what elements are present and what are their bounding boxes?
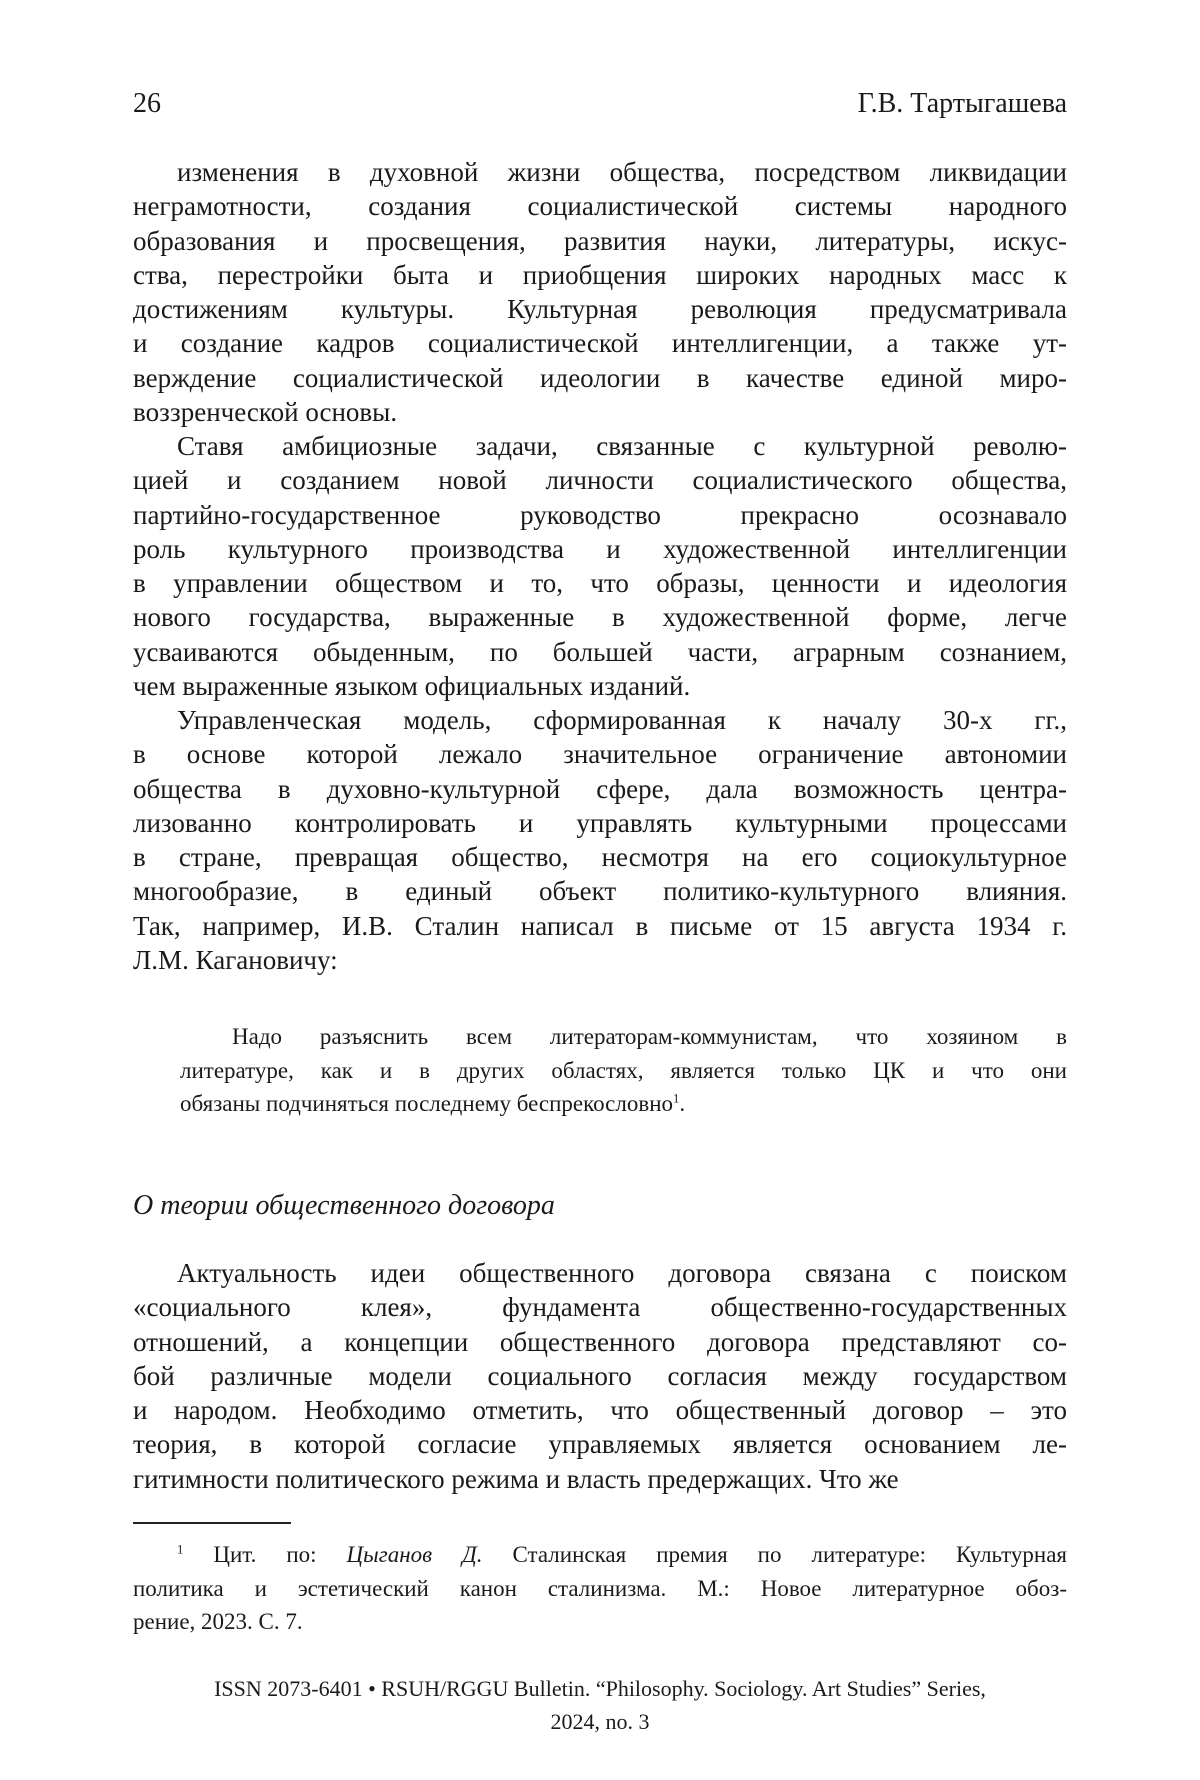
quote-line: Надо разъяснить всем литераторам-коммунистам, что хозяином в: [232, 1024, 1067, 1049]
text-line: в управлении обществом и то, что образы, ценности и идеология: [133, 568, 1067, 599]
quote-line: обязаны подчиняться последнему беспрекословно$^1$.: [180, 1091, 686, 1116]
section-heading: О теории общественного договора: [133, 1190, 555, 1221]
running-header-author: Г.В. Тартыгашева: [857, 88, 1067, 119]
text-line: цией и созданием новой личности социалистического общества,: [133, 465, 1067, 496]
text-line: усваиваются обыденным, по большей части, аграрным сознанием,: [133, 636, 1067, 667]
text-line: и народом. Необходимо отметить, что общественный договор – это: [133, 1395, 1067, 1426]
footnote-ref[interactable]: 1: [673, 1091, 680, 1106]
text-line: «социального клея», фундамента общественно-государственных: [133, 1292, 1067, 1323]
text-line: достижениям культуры. Культурная революция предусматривала: [133, 294, 1067, 325]
paragraph-2: [133, 429, 1067, 703]
journal-footer: ISSN 2073-6401 • RSUH/RGGU Bulletin. “Philosophy. Sociology. Art Studies” Series, 2024, no. 3: [214, 1676, 986, 1734]
paragraph-3: [133, 703, 1067, 977]
text-line: воззренческой основы.: [133, 397, 398, 428]
text-line: роль культурного производства и художественной интеллигенции: [133, 533, 1067, 564]
text-line: в стране, превращая общество, несмотря на его социокультурное: [133, 842, 1067, 873]
page-number: 26: [133, 88, 161, 119]
text-line: гитимности политического режима и власть предержащих. Что же: [133, 1463, 899, 1494]
text-line: и создание кадров социалистической интеллигенции, а также ут-: [133, 328, 1067, 359]
text-line: Ставя амбициозные задачи, связанные с культурной револю-: [177, 431, 1067, 461]
text-line: неграмотности, создания социалистической системы народного: [133, 191, 1067, 222]
text-line: в основе которой лежало значительное ограничение автономии: [133, 739, 1067, 770]
text-line: общества в духовно-культурной сфере, дала возможность центра-: [133, 773, 1067, 804]
block-quote: [180, 1020, 1067, 1121]
paragraph-4: [133, 1256, 1067, 1496]
quote-line: литературе, как и в других областях, является только ЦК и что они: [180, 1057, 1067, 1083]
text-line: образования и просвещения, развития науки, литературы, искус-: [133, 225, 1067, 256]
text-line: теория, в которой согласие управляемых является основанием ле-: [133, 1429, 1067, 1460]
footnote: $^1$ Цит. по: Цыганов Д. Сталинская премия по литературе: Культурная политика и эстетический канон сталинизма. М.: Новое литературное обоз- рение, 2023. С. 7.: [133, 1542, 1068, 1634]
text-line: нового государства, выраженные в художественной форме, легче: [133, 602, 1067, 633]
text-line: Л.М. Кагановичу:: [133, 945, 338, 976]
footnote-author: Цыганов Д.: [346, 1542, 483, 1567]
text-line: изменения в духовной жизни общества, посредством ликвидации: [177, 157, 1067, 187]
text-line: верждение социалистической идеологии в качестве единой миро-: [133, 362, 1067, 393]
paragraph-1: [133, 155, 1067, 429]
text-line: лизованно контролировать и управлять культурными процессами: [133, 807, 1067, 838]
text-line: ства, перестройки быта и приобщения широких народных масс к: [133, 259, 1067, 290]
text-line: многообразие, в единый объект политико-культурного влияния.: [133, 876, 1067, 907]
text-line: Актуальность идеи общественного договора связана с поиском: [177, 1258, 1067, 1288]
footnote-rule: [133, 1522, 291, 1524]
text-line: партийно-государственное руководство прекрасно осознавало: [133, 499, 1067, 530]
text-line: чем выраженные языком официальных изданий.: [133, 671, 691, 702]
text-line: Так, например, И.В. Сталин написал в письме от 15 августа 1934 г.: [133, 910, 1067, 941]
text-line: отношений, а концепции общественного договора представляют со-: [133, 1326, 1067, 1357]
text-line: бой различные модели социального согласия между государством: [133, 1360, 1067, 1391]
text-line: Управленческая модель, сформированная к началу 30-х гг.,: [177, 705, 1067, 735]
